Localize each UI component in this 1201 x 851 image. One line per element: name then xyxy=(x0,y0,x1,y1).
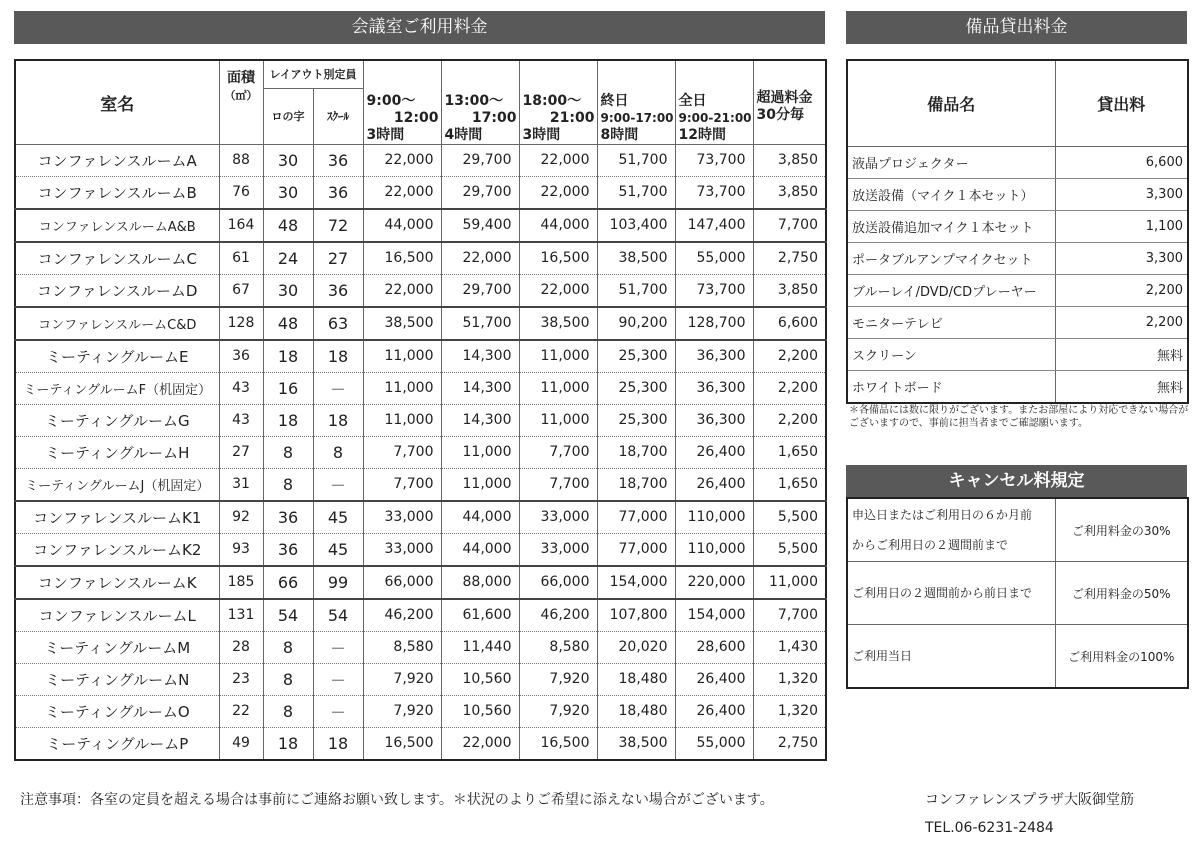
price-morning: 46,200 xyxy=(363,599,441,632)
capacity-u: 24 xyxy=(263,242,313,275)
table-row xyxy=(15,340,826,373)
header-afternoon: 13:00～ 17:00 4時間 xyxy=(441,60,519,144)
capacity-u: 48 xyxy=(263,209,313,242)
header-morning: 9:00～ 12:00 3時間 xyxy=(363,60,441,144)
capacity-u: 18 xyxy=(263,340,313,373)
price-afternoon: 14,300 xyxy=(441,404,519,436)
equipment-note: ＊各備品には数に限りがございます。またお部屋により対応できない場合がございますので、事前に担当者までご確認願います。 xyxy=(849,405,1189,429)
equipment-name: 放送設備（マイク１本セット） xyxy=(847,179,1055,211)
equipment-row xyxy=(847,307,1188,339)
price-overtime: 5,500 xyxy=(753,501,826,534)
room-name: ミーティングルームJ（机固定） xyxy=(15,468,219,501)
price-overtime: 11,000 xyxy=(753,566,826,599)
capacity-u: 48 xyxy=(263,307,313,340)
price-allday: 154,000 xyxy=(597,566,675,599)
capacity-u: 8 xyxy=(263,663,313,695)
header-overtime: 超過料金 30分毎 xyxy=(753,60,826,144)
header-layout-u: ロの字 xyxy=(263,88,313,144)
price-fullday: 154,000 xyxy=(675,599,753,632)
price-overtime: 2,750 xyxy=(753,727,826,760)
room-area: 185 xyxy=(219,566,263,599)
price-overtime: 3,850 xyxy=(753,144,826,176)
equipment-price: 3,300 xyxy=(1055,243,1188,275)
equipment-name: 放送設備追加マイク１本セット xyxy=(847,211,1055,243)
price-evening: 22,000 xyxy=(519,144,597,176)
cancel-fee: ご利用料金の30% xyxy=(1055,498,1188,562)
capacity-school: 18 xyxy=(313,340,363,373)
equipment-table xyxy=(846,59,1189,404)
equipment-price: 3,300 xyxy=(1055,179,1188,211)
room-name: コンファレンスルームB xyxy=(15,176,219,209)
price-overtime: 2,750 xyxy=(753,242,826,275)
room-name: コンファレンスルームK1 xyxy=(15,501,219,534)
price-afternoon: 14,300 xyxy=(441,340,519,373)
price-allday: 18,700 xyxy=(597,436,675,468)
price-overtime: 7,700 xyxy=(753,209,826,242)
price-morning: 11,000 xyxy=(363,404,441,436)
price-overtime: 2,200 xyxy=(753,340,826,373)
cancel-title: キャンセル料規定 xyxy=(846,465,1187,498)
price-fullday: 36,300 xyxy=(675,372,753,404)
table-row xyxy=(15,501,826,534)
price-morning: 33,000 xyxy=(363,533,441,566)
price-allday: 103,400 xyxy=(597,209,675,242)
price-allday: 107,800 xyxy=(597,599,675,632)
price-allday: 77,000 xyxy=(597,533,675,566)
capacity-school: 27 xyxy=(313,242,363,275)
room-area: 49 xyxy=(219,727,263,760)
price-evening: 11,000 xyxy=(519,404,597,436)
price-afternoon: 29,700 xyxy=(441,176,519,209)
room-area: 22 xyxy=(219,695,263,727)
room-name: コンファレンスルームC xyxy=(15,242,219,275)
price-fullday: 28,600 xyxy=(675,631,753,663)
equipment-name: スクリーン xyxy=(847,339,1055,371)
room-name: ミーティングルームG xyxy=(15,404,219,436)
equipment-header-item: 備品名 xyxy=(847,60,1055,147)
price-allday: 18,700 xyxy=(597,468,675,501)
price-evening: 33,000 xyxy=(519,501,597,534)
cancel-condition-line1: ご利用当日 xyxy=(852,649,913,663)
equipment-title: 備品貸出料金 xyxy=(846,11,1187,44)
capacity-school: 36 xyxy=(313,274,363,307)
room-area: 61 xyxy=(219,242,263,275)
room-area: 92 xyxy=(219,501,263,534)
footer-tel: TEL.06-6231-2484 xyxy=(925,820,1054,836)
capacity-u: 18 xyxy=(263,404,313,436)
equipment-name: モニターテレビ xyxy=(847,307,1055,339)
price-evening: 66,000 xyxy=(519,566,597,599)
capacity-school: 36 xyxy=(313,176,363,209)
price-allday: 25,300 xyxy=(597,372,675,404)
room-name: ミーティングルームO xyxy=(15,695,219,727)
cancel-row xyxy=(847,562,1188,625)
price-overtime: 3,850 xyxy=(753,274,826,307)
cancel-row xyxy=(847,625,1188,689)
room-area: 43 xyxy=(219,372,263,404)
price-afternoon: 29,700 xyxy=(441,144,519,176)
equipment-name: 液晶プロジェクター xyxy=(847,147,1055,179)
cancel-table xyxy=(846,497,1189,689)
price-overtime: 7,700 xyxy=(753,599,826,632)
cancel-condition-line2: からご利用日の２週間前まで xyxy=(852,538,1009,552)
price-allday: 51,700 xyxy=(597,274,675,307)
price-fullday: 220,000 xyxy=(675,566,753,599)
price-afternoon: 61,600 xyxy=(441,599,519,632)
room-name: ミーティングルームM xyxy=(15,631,219,663)
price-morning: 22,000 xyxy=(363,144,441,176)
header-fullday: 全日 9:00-21:00 12時間 xyxy=(675,60,753,144)
cancel-condition xyxy=(847,498,1055,562)
header-evening: 18:00～ 21:00 3時間 xyxy=(519,60,597,144)
capacity-school: 8 xyxy=(313,436,363,468)
price-morning: 11,000 xyxy=(363,340,441,373)
table-row xyxy=(15,566,826,599)
price-evening: 8,580 xyxy=(519,631,597,663)
price-morning: 16,500 xyxy=(363,727,441,760)
table-row xyxy=(15,663,826,695)
table-row xyxy=(15,599,826,632)
price-overtime: 1,320 xyxy=(753,695,826,727)
price-afternoon: 22,000 xyxy=(441,242,519,275)
room-name: ミーティングルームF（机固定） xyxy=(15,372,219,404)
price-fullday: 26,400 xyxy=(675,695,753,727)
price-afternoon: 29,700 xyxy=(441,274,519,307)
equipment-price: 2,200 xyxy=(1055,307,1188,339)
equipment-price: 無料 xyxy=(1055,339,1188,371)
capacity-school: 45 xyxy=(313,501,363,534)
price-fullday: 73,700 xyxy=(675,144,753,176)
price-allday: 51,700 xyxy=(597,176,675,209)
table-row xyxy=(15,372,826,404)
table-row xyxy=(15,631,826,663)
capacity-u: 8 xyxy=(263,631,313,663)
cancel-condition-line1: 申込日またはご利用日の６か月前 xyxy=(852,508,1033,522)
price-evening: 11,000 xyxy=(519,372,597,404)
price-overtime: 3,850 xyxy=(753,176,826,209)
price-allday: 51,700 xyxy=(597,144,675,176)
room-area: 93 xyxy=(219,533,263,566)
price-morning: 66,000 xyxy=(363,566,441,599)
table-row xyxy=(15,307,826,340)
price-evening: 7,920 xyxy=(519,695,597,727)
capacity-u: 18 xyxy=(263,727,313,760)
room-area: 67 xyxy=(219,274,263,307)
cancel-condition xyxy=(847,562,1055,625)
capacity-school: 54 xyxy=(313,599,363,632)
room-name: ミーティングルームE xyxy=(15,340,219,373)
price-evening: 16,500 xyxy=(519,242,597,275)
header-area: 面積 （㎡） xyxy=(219,60,263,144)
price-afternoon: 11,000 xyxy=(441,468,519,501)
equipment-price: 無料 xyxy=(1055,371,1188,404)
equipment-header-price: 貸出料 xyxy=(1055,60,1188,147)
room-area: 131 xyxy=(219,599,263,632)
room-area: 27 xyxy=(219,436,263,468)
price-morning: 7,920 xyxy=(363,663,441,695)
price-overtime: 2,200 xyxy=(753,372,826,404)
price-fullday: 110,000 xyxy=(675,533,753,566)
price-evening: 33,000 xyxy=(519,533,597,566)
price-overtime: 1,320 xyxy=(753,663,826,695)
room-name: コンファレンスルームL xyxy=(15,599,219,632)
footer-venue: コンファレンスプラザ大阪御堂筋 xyxy=(925,792,1134,808)
capacity-u: 30 xyxy=(263,274,313,307)
price-fullday: 73,700 xyxy=(675,274,753,307)
price-morning: 16,500 xyxy=(363,242,441,275)
price-allday: 77,000 xyxy=(597,501,675,534)
price-allday: 18,480 xyxy=(597,663,675,695)
table-row xyxy=(15,468,826,501)
capacity-school: － xyxy=(313,372,363,404)
price-fullday: 36,300 xyxy=(675,340,753,373)
table-row xyxy=(15,274,826,307)
price-fullday: 128,700 xyxy=(675,307,753,340)
price-allday: 38,500 xyxy=(597,242,675,275)
price-evening: 7,700 xyxy=(519,468,597,501)
capacity-school: 18 xyxy=(313,404,363,436)
price-morning: 33,000 xyxy=(363,501,441,534)
table-row xyxy=(15,209,826,242)
header-room: 室名 xyxy=(15,60,219,144)
capacity-school: － xyxy=(313,663,363,695)
capacity-u: 8 xyxy=(263,695,313,727)
price-afternoon: 88,000 xyxy=(441,566,519,599)
table-row xyxy=(15,695,826,727)
equipment-price: 1,100 xyxy=(1055,211,1188,243)
price-fullday: 147,400 xyxy=(675,209,753,242)
room-name: コンファレンスルームA xyxy=(15,144,219,176)
price-evening: 7,700 xyxy=(519,436,597,468)
price-allday: 18,480 xyxy=(597,695,675,727)
capacity-u: 66 xyxy=(263,566,313,599)
capacity-u: 36 xyxy=(263,501,313,534)
cancel-row xyxy=(847,498,1188,562)
room-name: ミーティングルームN xyxy=(15,663,219,695)
room-name: ミーティングルームP xyxy=(15,727,219,760)
price-evening: 11,000 xyxy=(519,340,597,373)
price-afternoon: 44,000 xyxy=(441,533,519,566)
price-evening: 38,500 xyxy=(519,307,597,340)
capacity-u: 8 xyxy=(263,436,313,468)
capacity-school: 45 xyxy=(313,533,363,566)
footer-notice: 注意事項：各室の定員を超える場合は事前にご連絡お願い致します。＊状況のよりご希望に添えない場合がございます。 xyxy=(20,792,774,808)
price-morning: 44,000 xyxy=(363,209,441,242)
price-evening: 16,500 xyxy=(519,727,597,760)
price-allday: 38,500 xyxy=(597,727,675,760)
price-overtime: 6,600 xyxy=(753,307,826,340)
price-fullday: 110,000 xyxy=(675,501,753,534)
price-morning: 7,700 xyxy=(363,468,441,501)
price-evening: 22,000 xyxy=(519,176,597,209)
price-afternoon: 59,400 xyxy=(441,209,519,242)
capacity-school: 99 xyxy=(313,566,363,599)
price-fullday: 26,400 xyxy=(675,468,753,501)
price-overtime: 1,650 xyxy=(753,436,826,468)
price-evening: 46,200 xyxy=(519,599,597,632)
cancel-fee: ご利用料金の50% xyxy=(1055,562,1188,625)
price-allday: 25,300 xyxy=(597,340,675,373)
price-morning: 7,700 xyxy=(363,436,441,468)
cancel-condition-line1: ご利用日の２週間前から前日まで xyxy=(852,586,1033,600)
capacity-school: 36 xyxy=(313,144,363,176)
capacity-u: 30 xyxy=(263,176,313,209)
cancel-fee: ご利用料金の100% xyxy=(1055,625,1188,689)
price-afternoon: 10,560 xyxy=(441,695,519,727)
price-overtime: 2,200 xyxy=(753,404,826,436)
table-row xyxy=(15,436,826,468)
price-morning: 8,580 xyxy=(363,631,441,663)
price-evening: 22,000 xyxy=(519,274,597,307)
price-morning: 7,920 xyxy=(363,695,441,727)
room-name: コンファレンスルームC&D xyxy=(15,307,219,340)
header-layout: レイアウト別定員 xyxy=(263,60,363,88)
table-row xyxy=(15,727,826,760)
equipment-price: 2,200 xyxy=(1055,275,1188,307)
cancel-condition xyxy=(847,625,1055,689)
price-afternoon: 22,000 xyxy=(441,727,519,760)
price-fullday: 26,400 xyxy=(675,663,753,695)
equipment-row xyxy=(847,339,1188,371)
equipment-name: ポータブルアンプマイクセット xyxy=(847,243,1055,275)
table-row xyxy=(15,144,826,176)
room-area: 43 xyxy=(219,404,263,436)
room-area: 88 xyxy=(219,144,263,176)
price-morning: 22,000 xyxy=(363,176,441,209)
price-fullday: 36,300 xyxy=(675,404,753,436)
price-overtime: 5,500 xyxy=(753,533,826,566)
price-morning: 38,500 xyxy=(363,307,441,340)
equipment-row xyxy=(847,211,1188,243)
equipment-row xyxy=(847,243,1188,275)
capacity-school: 72 xyxy=(313,209,363,242)
capacity-u: 54 xyxy=(263,599,313,632)
table-row xyxy=(15,176,826,209)
price-morning: 11,000 xyxy=(363,372,441,404)
capacity-school: 63 xyxy=(313,307,363,340)
room-area: 76 xyxy=(219,176,263,209)
capacity-school: － xyxy=(313,631,363,663)
room-name: コンファレンスルームD xyxy=(15,274,219,307)
price-fullday: 26,400 xyxy=(675,436,753,468)
price-evening: 7,920 xyxy=(519,663,597,695)
table-row xyxy=(15,533,826,566)
price-allday: 20,020 xyxy=(597,631,675,663)
equipment-price: 6,600 xyxy=(1055,147,1188,179)
price-afternoon: 10,560 xyxy=(441,663,519,695)
room-name: ミーティングルームH xyxy=(15,436,219,468)
equipment-name: ブルーレイ/DVD/CDプレーヤー xyxy=(847,275,1055,307)
header-layout-school: ｽｸｰﾙ xyxy=(313,88,363,144)
price-allday: 90,200 xyxy=(597,307,675,340)
equipment-row xyxy=(847,275,1188,307)
room-name: コンファレンスルームA&B xyxy=(15,209,219,242)
room-area: 23 xyxy=(219,663,263,695)
table-row xyxy=(15,404,826,436)
table-row xyxy=(15,242,826,275)
price-afternoon: 11,000 xyxy=(441,436,519,468)
equipment-row xyxy=(847,371,1188,404)
room-area: 36 xyxy=(219,340,263,373)
price-morning: 22,000 xyxy=(363,274,441,307)
equipment-row xyxy=(847,147,1188,179)
equipment-row xyxy=(847,179,1188,211)
price-afternoon: 14,300 xyxy=(441,372,519,404)
room-area: 28 xyxy=(219,631,263,663)
capacity-u: 30 xyxy=(263,144,313,176)
capacity-u: 8 xyxy=(263,468,313,501)
price-overtime: 1,430 xyxy=(753,631,826,663)
price-afternoon: 51,700 xyxy=(441,307,519,340)
capacity-u: 36 xyxy=(263,533,313,566)
room-area: 164 xyxy=(219,209,263,242)
price-afternoon: 11,440 xyxy=(441,631,519,663)
capacity-school: － xyxy=(313,468,363,501)
price-overtime: 1,650 xyxy=(753,468,826,501)
header-allday: 終日 9:00-17:00 8時間 xyxy=(597,60,675,144)
rates-table xyxy=(14,59,827,761)
price-fullday: 55,000 xyxy=(675,727,753,760)
room-area: 128 xyxy=(219,307,263,340)
price-fullday: 55,000 xyxy=(675,242,753,275)
price-fullday: 73,700 xyxy=(675,176,753,209)
price-afternoon: 44,000 xyxy=(441,501,519,534)
price-evening: 44,000 xyxy=(519,209,597,242)
equipment-name: ホワイトボード xyxy=(847,371,1055,404)
room-name: コンファレンスルームK2 xyxy=(15,533,219,566)
capacity-u: 16 xyxy=(263,372,313,404)
room-area: 31 xyxy=(219,468,263,501)
room-name: コンファレンスルームK xyxy=(15,566,219,599)
rates-title: 会議室ご利用料金 xyxy=(14,11,825,44)
capacity-school: 18 xyxy=(313,727,363,760)
price-allday: 25,300 xyxy=(597,404,675,436)
capacity-school: － xyxy=(313,695,363,727)
